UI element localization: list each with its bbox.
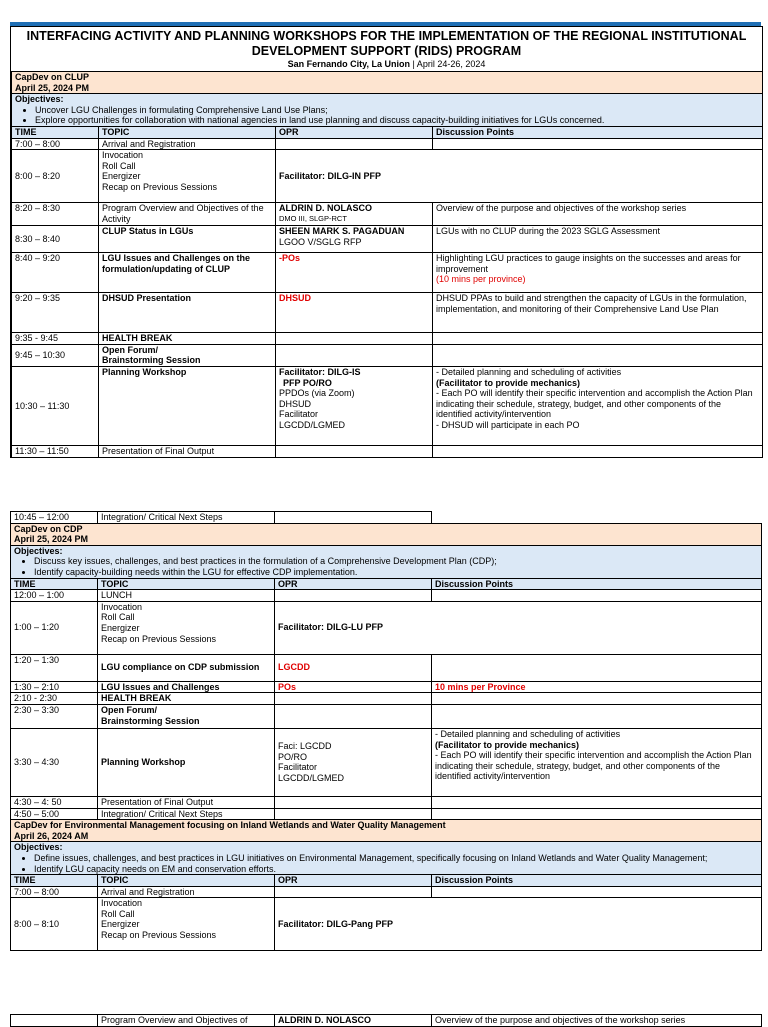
col-opr: OPR (275, 875, 432, 887)
row-topic: Invocation Roll Call Energizer Recap on Previous Sessions (98, 898, 275, 951)
row-discussion-points: LGUs with no CLUP during the 2023 SGLG Assessment (433, 226, 763, 253)
row-topic: LGU compliance on CDP submission (98, 654, 275, 681)
row-time: 2:30 – 3:30 (11, 704, 98, 728)
row-topic: Open Forum/ Brainstorming Session (98, 704, 275, 728)
objectives-block (11, 842, 762, 875)
col-discussion-points: Discussion Points (433, 126, 763, 138)
schedule-row (12, 445, 763, 457)
schedule-row (12, 226, 763, 253)
row-topic: Planning Workshop (98, 728, 275, 796)
row-opr: -POs (276, 253, 433, 293)
venue: San Fernando City, La Union (287, 59, 410, 69)
schedule-row (12, 366, 763, 445)
row-discussion-points: DHSUD PPAs to build and strengthen the capacity of LGUs in the formulation, implementation, and monitoring of their Comprehensive Land Use Plan (433, 293, 763, 333)
row-discussion-points: - Detailed planning and scheduling of activities (Facilitator to provide mechanics) - Each PO will identify their specific intervention and accomplish the Action Plan indicating their schedule, strategy, budget, and other components of the identified activity/intervention (432, 728, 762, 796)
row-discussion-points: Overview of the purpose and objectives of the workshop series (433, 203, 763, 226)
row-topic: Program Overview and Objectives of the Activity (99, 203, 276, 226)
row-time: 8:30 – 8:40 (12, 226, 99, 253)
row-time: 8:00 – 8:20 (12, 150, 99, 203)
event-dates: | April 24-26, 2024 (409, 59, 486, 69)
row-time: 9:35 - 9:45 (12, 333, 99, 345)
section-title: CapDev on CLUP (15, 72, 90, 82)
row-time: 1:20 – 1:30 (11, 654, 98, 681)
schedule-row (11, 590, 762, 602)
column-header-row (12, 126, 763, 138)
row-topic: Arrival and Registration (98, 886, 275, 898)
section-date: April 25, 2024 PM (14, 534, 89, 545)
row-time: 1:30 – 2:10 (11, 681, 98, 693)
row-opr: POs (275, 681, 432, 693)
section-header-clup (12, 72, 763, 94)
col-opr: OPR (275, 578, 432, 590)
row-time: 4:30 – 4: 50 (11, 796, 98, 808)
row-opr: SHEEN MARK S. PAGADUAN LGOO V/SGLG RFP (276, 226, 433, 253)
row-time: 8:20 – 8:30 (12, 203, 99, 226)
row-time: 3:30 – 4:30 (11, 728, 98, 796)
row-topic: Open Forum/ Brainstorming Session (99, 344, 276, 366)
col-topic: TOPIC (98, 578, 275, 590)
row-opr: Facilitator: DILG-LU PFP (275, 601, 762, 654)
schedule-row (12, 138, 763, 150)
row-time: 4:50 – 5:00 (11, 808, 98, 820)
row-time: 7:00 – 8:00 (12, 138, 99, 150)
row-time: 2:10 - 2:30 (11, 693, 98, 705)
row-topic: Presentation of Final Output (98, 796, 275, 808)
cdp-em-schedule-table (10, 511, 762, 951)
section-date: April 25, 2024 PM (15, 82, 90, 93)
venue-line (15, 59, 758, 70)
section-header-em (11, 820, 762, 842)
row-time: 8:40 – 9:20 (12, 253, 99, 293)
row-opr: Facilitator: DILG-IN PFP (276, 150, 763, 203)
row-opr: ALDRIN D. NOLASCO DMO III, SLGP-RCT (276, 203, 433, 226)
row-topic: Integration/ Critical Next Steps (98, 512, 275, 524)
row-discussion-points: Overview of the purpose and objectives of the workshop series (432, 1015, 762, 1027)
row-time: 10:45 – 12:00 (11, 512, 98, 524)
schedule-page-3 (10, 1014, 761, 1027)
row-topic: Invocation Roll Call Energizer Recap on Previous Sessions (99, 150, 276, 203)
row-time: 1:00 – 1:20 (11, 601, 98, 654)
objective-item: • Uncover LGU Challenges in formulating Comprehensive Land Use Plans; (35, 105, 759, 116)
schedule-row (11, 512, 762, 524)
row-opr: LGCDD (275, 654, 432, 681)
schedule-row (11, 681, 762, 693)
row-opr: DHSUD (276, 293, 433, 333)
schedule-row (12, 150, 763, 203)
objective-item: • Define issues, challenges, and best practices in LGU initiatives on Environmental Management, specifically focusing on Inland Wetlands and Water Quality Management; (34, 853, 758, 864)
objective-item: • Discuss key issues, challenges, and best practices in the formulation of a Comprehensive Development Plan (CDP); (34, 556, 758, 567)
row-topic: HEALTH BREAK (99, 333, 276, 345)
row-opr: Faci: LGCDD PO/RO Facilitator LGCDD/LGMED (275, 728, 432, 796)
section-title: CapDev for Environmental Management focusing on Inland Wetlands and Water Quality Management (14, 820, 446, 831)
col-topic: TOPIC (98, 875, 275, 887)
schedule-page-2 (10, 511, 761, 951)
row-discussion-points: - Detailed planning and scheduling of activities (Facilitator to provide mechanics) - Each PO will identify their specific intervention and accomplish the Action Plan indicating their schedule, strategy, budget, and other components of the identified activity/intervention - DHSUD will participate in each PO (433, 366, 763, 445)
row-topic: Integration/ Critical Next Steps (98, 808, 275, 820)
objective-item: • Explore opportunities for collaboration with national agencies in land use planning and discuss capacity-building initiatives for LGUs concerned. (35, 115, 759, 126)
clup-schedule-table (11, 71, 763, 458)
schedule-row (11, 898, 762, 951)
row-topic: LGU Issues and Challenges (98, 681, 275, 693)
row-topic: LUNCH (98, 590, 275, 602)
section-title: CapDev on CDP (14, 523, 83, 534)
objective-item: • Identify capacity-building needs within the LGU for effective CDP implementation. (34, 567, 758, 578)
objective-item: • Identify LGU capacity needs on EM and conservation efforts. (34, 864, 758, 875)
schedule-row (11, 654, 762, 681)
section-date: April 26, 2024 AM (14, 830, 89, 841)
objectives-label: Objectives: (14, 545, 63, 556)
section-header-cdp (11, 523, 762, 545)
schedule-row (12, 333, 763, 345)
schedule-row (11, 1015, 762, 1027)
row-topic: Program Overview and Objectives of (98, 1015, 275, 1027)
row-discussion-points: 10 mins per Province (432, 681, 762, 693)
row-time: 9:45 – 10:30 (12, 344, 99, 366)
schedule-row (12, 203, 763, 226)
objectives-label: Objectives: (14, 842, 63, 853)
document-title: INTERFACING ACTIVITY AND PLANNING WORKSHOPS FOR THE IMPLEMENTATION OF THE REGIONAL INSTITUTIONAL DEVELOPMENT SUPPORT (RIDS) PROGRAM (26, 29, 747, 58)
col-discussion-points: Discussion Points (432, 875, 762, 887)
objectives-block (12, 94, 763, 127)
row-topic: Presentation of Final Output (99, 445, 276, 457)
row-discussion-points: Highlighting LGU practices to gauge insights on the successes and areas for improvement (10 mins per province) (433, 253, 763, 293)
schedule-row (11, 728, 762, 796)
schedule-row (11, 808, 762, 820)
row-opr: Facilitator: DILG-IS PFP PO/RO PPDOs (via Zoom) DHSUD Facilitator LGCDD/LGMED (276, 366, 433, 445)
objectives-block (11, 545, 762, 578)
schedule-row (12, 253, 763, 293)
row-time: 12:00 – 1:00 (11, 590, 98, 602)
schedule-row (11, 693, 762, 705)
col-opr: OPR (276, 126, 433, 138)
row-time: 11:30 – 11:50 (12, 445, 99, 457)
row-topic: CLUP Status in LGUs (99, 226, 276, 253)
row-topic: Planning Workshop (99, 366, 276, 445)
row-topic: DHSUD Presentation (99, 293, 276, 333)
row-opr: ALDRIN D. NOLASCO (275, 1015, 432, 1027)
row-time: 8:00 – 8:10 (11, 898, 98, 951)
objectives-label: Objectives: (15, 94, 64, 105)
col-time: TIME (11, 875, 98, 887)
col-time: TIME (11, 578, 98, 590)
row-opr: Facilitator: DILG-Pang PFP (275, 898, 762, 951)
column-header-row (11, 578, 762, 590)
row-topic: Invocation Roll Call Energizer Recap on Previous Sessions (98, 601, 275, 654)
row-time: 10:30 – 11:30 (12, 366, 99, 445)
document-header (11, 27, 762, 71)
row-topic: Arrival and Registration (99, 138, 276, 150)
col-time: TIME (12, 126, 99, 138)
schedule-row (12, 293, 763, 333)
schedule-row (12, 344, 763, 366)
schedule-row (11, 704, 762, 728)
row-time: 9:20 – 9:35 (12, 293, 99, 333)
row-time: 7:00 – 8:00 (11, 886, 98, 898)
column-header-row (11, 875, 762, 887)
col-topic: TOPIC (99, 126, 276, 138)
row-topic: LGU Issues and Challenges on the formulation/updating of CLUP (99, 253, 276, 293)
schedule-row (11, 886, 762, 898)
em-continued-table (10, 1014, 762, 1027)
schedule-page-1 (10, 26, 763, 458)
col-discussion-points: Discussion Points (432, 578, 762, 590)
row-topic: HEALTH BREAK (98, 693, 275, 705)
schedule-row (11, 796, 762, 808)
schedule-row (11, 601, 762, 654)
